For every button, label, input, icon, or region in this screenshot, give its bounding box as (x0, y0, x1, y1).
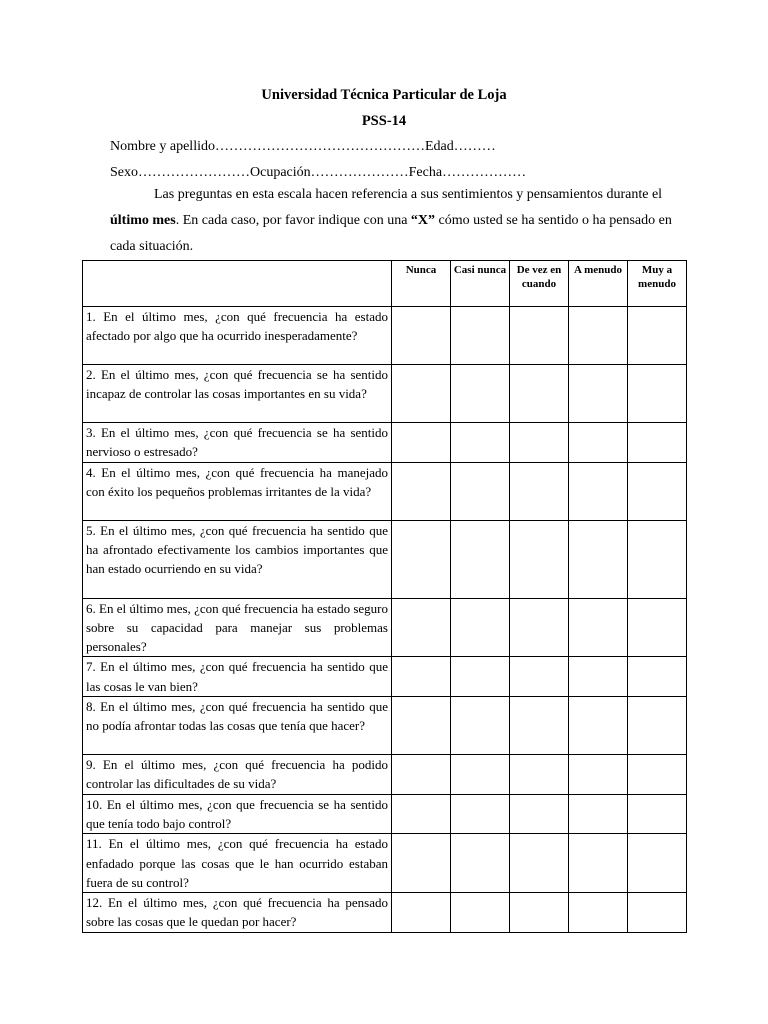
question-text: 4. En el último mes, ¿con qué frecuencia ha manejado con éxito los pequeños problemas irritantes de la vida? (83, 462, 392, 520)
answer-cell[interactable] (628, 755, 687, 795)
question-text: 11. En el último mes, ¿con qué frecuencia ha estado enfadado porque las cosas que le han ocurrido estaban fuera de su control? (83, 834, 392, 893)
answer-cell[interactable] (451, 697, 510, 755)
answer-cell[interactable] (392, 893, 451, 933)
column-header: Casi nunca (451, 261, 510, 307)
answer-cell[interactable] (628, 834, 687, 893)
sex-occupation-date-line: Sexo……………………Ocupación…………………Fecha……………… (110, 165, 527, 180)
answer-cell[interactable] (510, 755, 569, 795)
answer-cell[interactable] (569, 893, 628, 933)
answer-cell[interactable] (510, 657, 569, 697)
name-age-line: Nombre y apellido………………………………………Edad……… (110, 139, 496, 154)
answer-cell[interactable] (392, 794, 451, 834)
answer-cell[interactable] (392, 834, 451, 893)
instructions-bold-ultimo-mes: último mes (110, 213, 176, 228)
table-row (83, 755, 687, 795)
answer-cell[interactable] (510, 520, 569, 598)
answer-cell[interactable] (451, 462, 510, 520)
answer-cell[interactable] (392, 423, 451, 463)
question-text: 9. En el último mes, ¿con qué frecuencia ha podido controlar las dificultades de su vida? (83, 755, 392, 795)
question-text: 3. En el último mes, ¿con qué frecuencia se ha sentido nervioso o estresado? (83, 423, 392, 463)
answer-cell[interactable] (392, 755, 451, 795)
instructions-part1: Las preguntas en esta escala hacen referencia a sus sentimientos y pensamientos durante el (154, 187, 663, 202)
answer-cell[interactable] (510, 834, 569, 893)
answer-cell[interactable] (510, 794, 569, 834)
pss-table (82, 260, 687, 933)
column-header: Muy a menudo (628, 261, 687, 307)
table-row (83, 834, 687, 893)
answer-cell[interactable] (569, 365, 628, 423)
answer-cell[interactable] (628, 365, 687, 423)
answer-cell[interactable] (569, 598, 628, 657)
answer-cell[interactable] (628, 598, 687, 657)
question-text: 12. En el último mes, ¿con qué frecuencia ha pensado sobre las cosas que le quedan por hacer? (83, 893, 392, 933)
question-text: 5. En el último mes, ¿con qué frecuencia ha sentido que ha afrontado efectivamente los cambios importantes que han estado ocurriendo en su vida? (83, 520, 392, 598)
answer-cell[interactable] (451, 834, 510, 893)
answer-cell[interactable] (569, 307, 628, 365)
answer-cell[interactable] (510, 423, 569, 463)
answer-cell[interactable] (451, 893, 510, 933)
instructions-part2: . En cada caso, por favor indique con una (175, 213, 411, 228)
table-row (83, 697, 687, 755)
answer-cell[interactable] (569, 520, 628, 598)
question-text: 7. En el último mes, ¿con qué frecuencia ha sentido que las cosas le van bien? (83, 657, 392, 697)
answer-cell[interactable] (628, 462, 687, 520)
header-blank-cell (83, 261, 392, 307)
column-header: De vez en cuando (510, 261, 569, 307)
table-row (83, 307, 687, 365)
answer-cell[interactable] (510, 697, 569, 755)
university-title: Universidad Técnica Particular de Loja (261, 87, 507, 103)
answer-cell[interactable] (628, 697, 687, 755)
table-row (83, 520, 687, 598)
table-header-row (83, 261, 687, 307)
form-code: PSS-14 (361, 113, 407, 129)
answer-cell[interactable] (510, 307, 569, 365)
instructions (110, 182, 690, 260)
answer-cell[interactable] (569, 423, 628, 463)
answer-cell[interactable] (392, 697, 451, 755)
answer-cell[interactable] (451, 423, 510, 463)
answer-cell[interactable] (392, 598, 451, 657)
table-row (83, 462, 687, 520)
answer-cell[interactable] (569, 462, 628, 520)
answer-cell[interactable] (392, 462, 451, 520)
question-text: 10. En el último mes, ¿con que frecuencia se ha sentido que tenía todo bajo control? (83, 794, 392, 834)
answer-cell[interactable] (569, 794, 628, 834)
answer-cell[interactable] (628, 794, 687, 834)
answer-cell[interactable] (628, 423, 687, 463)
column-header: A menudo (569, 261, 628, 307)
answer-cell[interactable] (510, 365, 569, 423)
column-header: Nunca (392, 261, 451, 307)
answer-cell[interactable] (392, 520, 451, 598)
question-text: 1. En el último mes, ¿con qué frecuencia ha estado afectado por algo que ha ocurrido inesperadamente? (83, 307, 392, 365)
answer-cell[interactable] (569, 657, 628, 697)
answer-cell[interactable] (392, 657, 451, 697)
answer-cell[interactable] (569, 755, 628, 795)
answer-cell[interactable] (628, 520, 687, 598)
table-row (83, 893, 687, 933)
instructions-bold-x: “X” (410, 213, 436, 228)
table-row (83, 794, 687, 834)
answer-cell[interactable] (510, 598, 569, 657)
answer-cell[interactable] (628, 307, 687, 365)
question-text: 6. En el último mes, ¿con qué frecuencia ha estado seguro sobre su capacidad para manejar sus problemas personales? (83, 598, 392, 657)
answer-cell[interactable] (628, 893, 687, 933)
question-text: 2. En el último mes, ¿con qué frecuencia se ha sentido incapaz de controlar las cosas importantes en su vida? (83, 365, 392, 423)
table-row (83, 365, 687, 423)
answer-cell[interactable] (451, 598, 510, 657)
answer-cell[interactable] (510, 893, 569, 933)
answer-cell[interactable] (451, 657, 510, 697)
answer-cell[interactable] (451, 520, 510, 598)
table-row (83, 598, 687, 657)
answer-cell[interactable] (451, 794, 510, 834)
answer-cell[interactable] (510, 462, 569, 520)
table-row (83, 657, 687, 697)
answer-cell[interactable] (392, 365, 451, 423)
answer-cell[interactable] (569, 697, 628, 755)
question-text: 8. En el último mes, ¿con qué frecuencia ha sentido que no podía afrontar todas las cosas que tenía que hacer? (83, 697, 392, 755)
table-row (83, 423, 687, 463)
instructions-part3: cómo usted se ha sentido o ha pensado en cada situación. (110, 213, 672, 254)
answer-cell[interactable] (569, 834, 628, 893)
answer-cell[interactable] (451, 307, 510, 365)
answer-cell[interactable] (628, 657, 687, 697)
answer-cell[interactable] (451, 365, 510, 423)
answer-cell[interactable] (451, 755, 510, 795)
answer-cell[interactable] (392, 307, 451, 365)
